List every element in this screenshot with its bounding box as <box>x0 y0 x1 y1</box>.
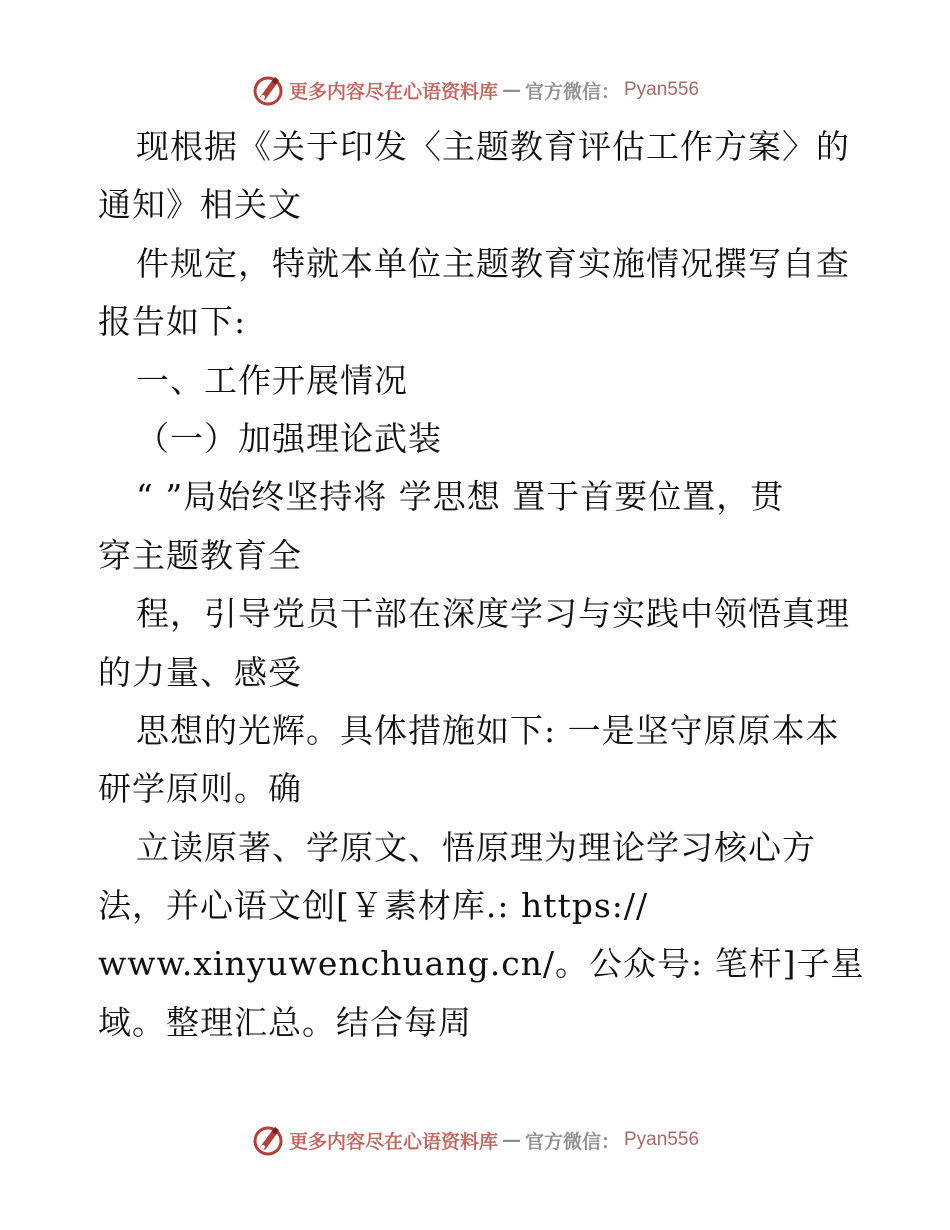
footer-watermark <box>0 1120 950 1160</box>
text-line: 思想的光辉。具体措施如下: 一是坚守原原本本 <box>136 710 840 750</box>
banner-dash: — <box>501 1129 521 1151</box>
brand-logo-icon <box>251 73 285 107</box>
text-line: 程，引导党员干部在深度学习与实践中领悟真理 <box>136 594 850 634</box>
wechat-id: Pyan556 <box>624 1129 700 1150</box>
text-line: 通知》相关文 <box>98 185 302 225</box>
section-heading: 一、工作开展情况 <box>136 360 408 400</box>
text-line: 研学原则。确 <box>98 769 302 809</box>
text-line: “ ”局始终坚持将 学思想 置于首要位置，贯 <box>136 477 785 517</box>
text-line: 件规定，特就本单位主题教育实施情况撰写自查 <box>136 243 850 283</box>
wechat-id: Pyan556 <box>624 79 700 100</box>
official-wechat-label: 官方微信： <box>524 1130 620 1153</box>
text-line: 的力量、感受 <box>98 652 302 692</box>
text-line: 法，并心语文创[￥素材库.: https:// <box>98 886 649 926</box>
document-body <box>98 118 865 1052</box>
text-line: 穿主题教育全 <box>98 535 302 575</box>
text-line: 现根据《关于印发〈主题教育评估工作方案〉的 <box>136 127 850 166</box>
banner-dash: — <box>501 79 521 101</box>
brand-text: 更多内容尽在心语资料库 <box>288 1130 498 1153</box>
text-line: 立读原著、学原文、悟原理为理论学习核心方 <box>136 827 816 867</box>
official-wechat-label: 官方微信： <box>524 80 620 103</box>
brand-text: 更多内容尽在心语资料库 <box>288 80 498 103</box>
text-line: 报告如下: <box>98 302 247 342</box>
text-line: www.xinyuwenchuang.cn/。公众号: 笔杆]子星 <box>98 944 865 984</box>
text-line: 域。整理汇总。结合每周 <box>98 1002 472 1042</box>
subsection-heading: （一）加强理论武装 <box>136 418 442 458</box>
brand-logo-icon <box>251 1123 285 1157</box>
header-watermark <box>0 70 950 110</box>
